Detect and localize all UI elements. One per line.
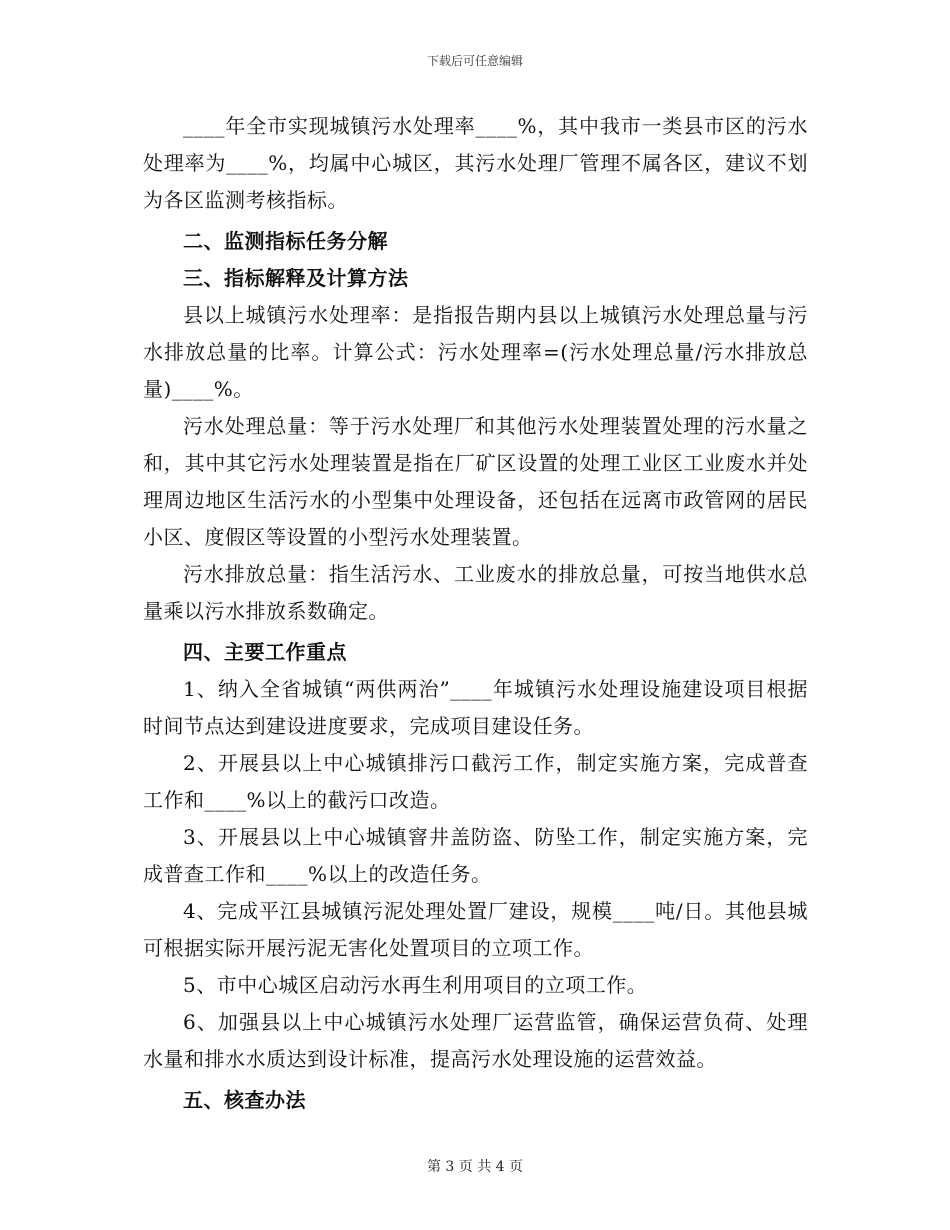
list-item: 1、纳入全省城镇“两供两治”____年城镇污水处理设施建设项目根据时间节点达到建设进度要求，完成项目建设任务。: [143, 677, 808, 738]
list-item: 2、开展县以上中心城镇排污口截污工作，制定实施方案，完成普查工作和____%以上的截污口改造。: [143, 751, 808, 812]
page-number: 第 3 页 共 4 页: [426, 1159, 524, 1175]
list-item: 4、完成平江县城镇污泥处理处置厂建设，规模____吨/日。其他县城可根据实际开展污泥无害化处置项目的立项工作。: [143, 899, 808, 960]
paragraph-treatment-rate: ____年全市实现城镇污水处理率____%，其中我市一类县市区的污水处理率为____%，均属中心城区，其污水处理厂管理不属各区，建议不划为各区监测考核指标。: [143, 114, 808, 212]
document-body: [143, 108, 808, 1119]
paragraph-definition-rate: 县以上城镇污水处理率：是指报告期内县以上城镇污水处理总量与污水排放总量的比率。计算公式：污水处理率=(污水处理总量/污水排放总量)____%。: [143, 303, 808, 401]
list-item: 5、市中心城区启动污水再生利用项目的立项工作。: [183, 973, 648, 997]
section-heading-4: 四、主要工作重点: [183, 640, 347, 664]
list-item: 3、开展县以上中心城镇窨井盖防盗、防坠工作，制定实施方案，完成普查工作和____%以上的改造任务。: [143, 825, 808, 886]
list-item: 6、加强县以上中心城镇污水处理厂运营监管，确保运营负荷、处理水量和排水水质达到设计标准，提高污水处理设施的运营效益。: [143, 1010, 808, 1071]
section-heading-5: 五、核查办法: [183, 1088, 306, 1112]
section-heading-3: 三、指标解释及计算方法: [183, 266, 409, 290]
paragraph-definition-discharge: 污水排放总量：指生活污水、工业废水的排放总量，可按当地供水总量乘以污水排放系数确定。: [143, 562, 808, 623]
paragraph-definition-total: 污水处理总量：等于污水处理厂和其他污水处理装置处理的污水量之和，其中其它污水处理装置是指在厂矿区设置的处理工业区工业废水并处理周边地区生活污水的小型集中处理设备，还包括在远离市政管网的居民小区、度假区等设置的小型污水处理装置。: [143, 414, 808, 549]
header-note: 下载后可任意编辑: [426, 54, 523, 68]
section-heading-2: 二、监测指标任务分解: [183, 229, 388, 253]
